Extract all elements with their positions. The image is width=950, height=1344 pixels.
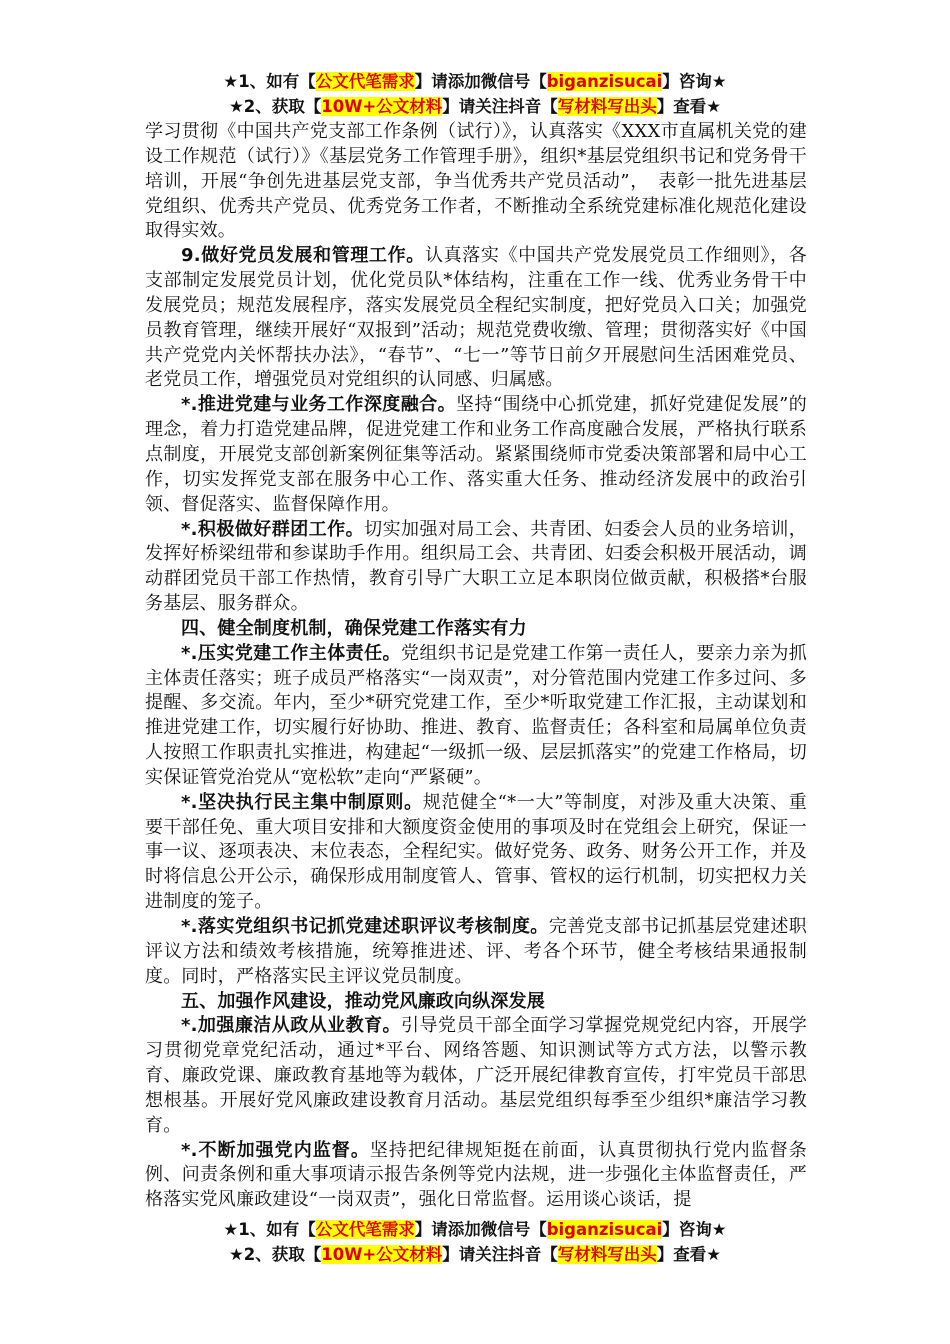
banner-text: ★1、如有【	[223, 1220, 316, 1239]
banner-text: ★2、获取【	[228, 97, 322, 116]
banner-text: 】请关注抖音【	[442, 97, 558, 116]
paragraph-internal-supervision	[145, 1139, 807, 1214]
banner-highlight: 10W+公文材料	[321, 1245, 443, 1264]
promo-banner-top-line-1	[0, 70, 950, 94]
paragraph-text: 完善党支部书记抓基层党建述职评议方法和绩效考核措施，统筹推进述、评、考各个环节，健全考核结果通报制度。同时，严格落实民主评议党员制度。	[145, 916, 807, 987]
banner-highlight: 公文代笔需求	[315, 1220, 415, 1239]
section-heading-4: 四、健全制度机制，确保党建工作落实有力	[181, 617, 527, 639]
banner-text: 】请添加微信号【	[414, 72, 547, 91]
paragraph-text: 规范健全“*一大”等制度，对涉及重大决策、重要干部任免、重大项目安排和大额度资金使用的事项及时在党组会上研究，保证一事一议、逐项表决、末位表态，全程纪实。做好党务、政务、财务公开工作，并及时将信息公开公示，确保形成用制度管人、管事、管权的运行机制，切实把权力关进制度的笼子。	[145, 791, 807, 913]
paragraph-text: 坚持“围绕中心抓党建，抓好党建促发展”的理念，着力打造党建品牌，促进党建工作和业务工作高度融合发展，严格执行联系点制度，开展党支部创新案例征集等活动。紧紧围绕师市党委决策部署和局中心工作，切实发挥党支部在服务中心工作、落实重大任务、推动经济发展中的政治引领、督促落实、监督保障作用。	[145, 394, 807, 515]
paragraph-lead: *.落实党组织书记抓党建述职评议考核制度。	[181, 916, 549, 937]
banner-highlight: 10W+公文材料	[321, 97, 443, 116]
banner-text: 】查看★	[656, 1245, 722, 1264]
paragraph-text: 坚持把纪律规矩挺在前面，认真贯彻执行党内监督条例、问责条例和重大事项请示报告条例等党内法规，进一步强化主体监督责任，严格落实党风廉政建设“一岗双责”，强化日常监督。运用谈心谈话，提	[145, 1139, 807, 1211]
paragraph-lead: *.压实党建工作主体责任。	[181, 642, 402, 664]
banner-text: 】请添加微信号【	[414, 1220, 547, 1239]
paragraph-democratic-centralism	[145, 791, 807, 915]
section-heading-5: 五、加强作风建设，推动党风廉政向纵深发展	[181, 990, 545, 1012]
promo-banner-bottom-line-1	[0, 1218, 950, 1242]
paragraph-party-business-integration	[145, 393, 807, 517]
paragraph-lead: *.积极做好群团工作。	[181, 518, 365, 540]
paragraph-mass-organizations	[145, 518, 807, 617]
paragraph-text: 引导党员干部全面学习掌握党规党纪内容，开展学习贯彻党章党纪活动，通过*平台、网络答题、知识测试等方式方法，以警示教育、廉政党课、廉政教育基地等为载体，广泛开展纪律教育宣传，打牢党员干部思想根基。开展好党风廉政建设教育月活动。基层党组织每季至少组织*廉洁学习教育。	[145, 1015, 807, 1136]
banner-highlight: 公文代笔需求	[315, 72, 415, 91]
banner-text: 】请关注抖音【	[442, 1245, 558, 1264]
banner-text: ★2、获取【	[228, 1245, 322, 1264]
paragraph-text: 切实加强对局工会、共青团、妇委会人员的业务培训，发挥好桥梁纽带和参谋助手作用。组织局工会、共青团、妇委会积极开展活动，调动群团党员干部工作热情，教育引导广大职工立足本职岗位做贡献，积极搭*台服务基层、服务群众。	[145, 518, 807, 615]
banner-highlight: 写材料写出头	[557, 1245, 657, 1264]
paragraph-secretary-evaluation	[145, 915, 807, 990]
banner-highlight: biganzisucai	[546, 72, 663, 91]
banner-highlight: biganzisucai	[546, 1220, 663, 1239]
paragraph-lead: *.坚决执行民主集中制原则。	[181, 791, 423, 813]
paragraph-party-member-management	[145, 244, 807, 393]
paragraph-text: 认真落实《中国共产党发展党员工作细则》，各支部制定发展党员计划，优化党员队*体结构，注重在工作一线、优秀业务骨干中发展党员；规范发展程序，落实发展党员全程纪实制度，把好党员入口关；加强党员教育管理，继续开展好“双报到”活动；规范党费收缴、管理；贯彻落实好《中国共产党党内关怀帮扶办法》，“春节”、“七一”等节日前夕开展慰问生活困难党员、老党员工作，增强党员对党组织的认同感、归属感。	[145, 245, 807, 391]
banner-text: ★1、如有【	[223, 72, 316, 91]
paragraph-lead: *.加强廉洁从政从业教育。	[181, 1015, 402, 1037]
promo-banner-top-line-2	[0, 95, 950, 119]
document-body	[145, 120, 807, 1213]
banner-text: 】咨询★	[662, 72, 727, 91]
paragraph-main-responsibility	[145, 642, 807, 791]
paragraph-integrity-education	[145, 1014, 807, 1138]
banner-highlight: 写材料写出头	[557, 97, 657, 116]
paragraph-lead: *.不断加强党内监督。	[181, 1139, 370, 1161]
banner-text: 】查看★	[656, 97, 722, 116]
paragraph-lead: 9.做好党员发展和管理工作。	[181, 245, 425, 267]
paragraph-text: 党组织书记是党建工作第一责任人，要亲力亲为抓主体责任落实；班子成员严格落实“一岗双责”，对分管范围内党建工作多过问、多提醒、多交流。年内，至少*研究党建工作，至少*听取党建工作汇报，主动谋划和推进党建工作，切实履行好协助、推进、教育、监督责任；各科室和局属单位负责人按照工作职责扎实推进，构建起“一级抓一级、层层抓落实”的党建工作格局，切实保证管党治党从“宽松软”走向“严紧硬”。	[145, 642, 807, 788]
promo-banner-bottom-line-2	[0, 1243, 950, 1267]
banner-text: 】咨询★	[662, 1220, 727, 1239]
paragraph-text: 学习贯彻《中国共产党支部工作条例（试行）》，认真落实《XXX市直属机关党的建设工作规范（试行）》《基层党务工作管理手册》，组织*基层党组织书记和党务骨干培训，开展“争创先进基层党支部，争当优秀共产党员活动”， 表彰一批先进基层党组织、优秀共产党员、优秀党务工作者，不断推动全系统党建标准化规范化建设取得实效。	[145, 121, 807, 242]
paragraph-continuation	[145, 120, 807, 244]
paragraph-lead: *.推进党建与业务工作深度融合。	[181, 394, 457, 416]
